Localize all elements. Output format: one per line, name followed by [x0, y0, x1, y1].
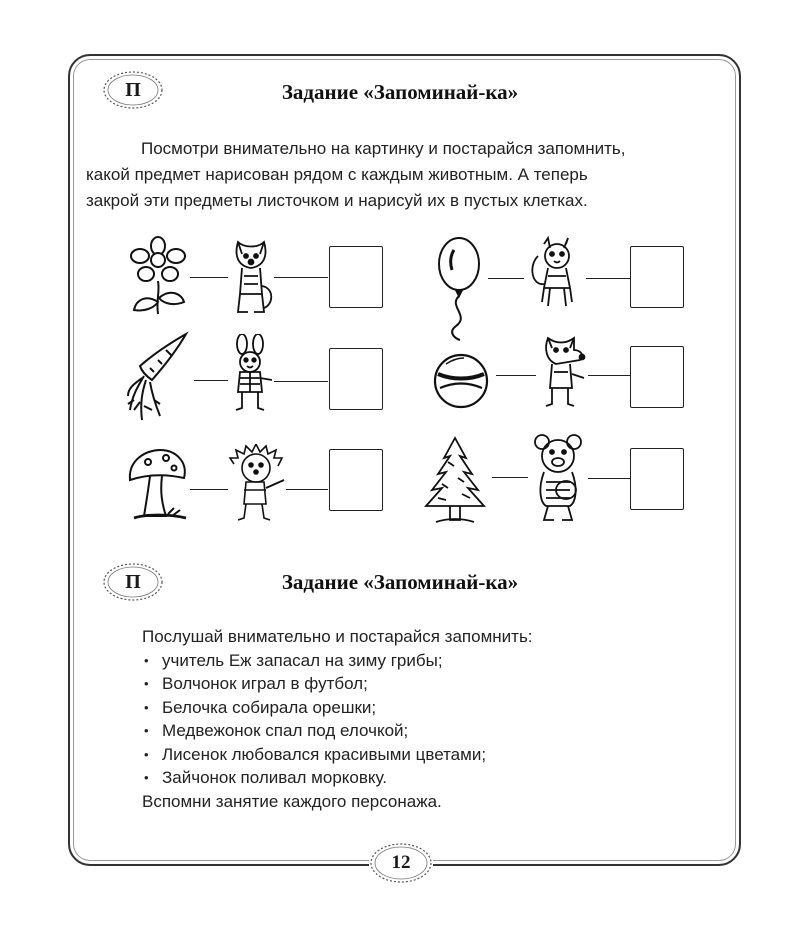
- activity-list: [142, 649, 702, 790]
- connector-line: [274, 381, 328, 382]
- list-item: • Зайчонок поливал морковку.: [142, 766, 702, 790]
- bear-cub-icon: [528, 432, 588, 524]
- connector-line: [274, 277, 328, 278]
- flower-icon: [126, 236, 190, 316]
- connector-line: [586, 278, 630, 279]
- instruction-line-2: какой предмет нарисован рядом с каждым животным. А теперь: [86, 165, 588, 184]
- page-number: [369, 842, 433, 884]
- connector-line: [190, 277, 228, 278]
- list-item: • Лисенок любовался красивыми цветами;: [142, 743, 702, 767]
- empty-drawing-cell[interactable]: [630, 448, 684, 510]
- section-title-2: Задание «Запоминай-ка»: [281, 570, 519, 594]
- ball-icon: [432, 352, 490, 410]
- connector-line: [286, 489, 328, 490]
- empty-drawing-cell[interactable]: [329, 348, 383, 410]
- listening-intro: Послушай внимательно и постарайся запомнить:: [142, 627, 533, 646]
- section-title-1: Задание «Запоминай-ка»: [281, 80, 519, 104]
- connector-line: [588, 478, 630, 479]
- empty-drawing-cell[interactable]: [329, 449, 383, 511]
- connector-line: [190, 489, 228, 490]
- squirrel-icon: [528, 236, 586, 310]
- connector-line: [194, 380, 228, 381]
- carrot-icon: [126, 330, 194, 426]
- instruction-line-3: закрой эти предметы листочком и нарисуй их в пустых клетках.: [86, 191, 588, 210]
- balloon-icon: [434, 236, 484, 342]
- connector-line: [588, 375, 630, 376]
- empty-drawing-cell[interactable]: [630, 246, 684, 308]
- fir-tree-icon: [418, 436, 492, 528]
- page-number-text: 12: [391, 852, 411, 873]
- empty-drawing-cell[interactable]: [630, 346, 684, 408]
- listening-task: [142, 625, 702, 813]
- connector-line: [496, 375, 536, 376]
- connector-line: [492, 477, 528, 478]
- badge-letter: П: [125, 78, 141, 101]
- instruction-text: [86, 136, 722, 214]
- fox-cub-icon: [228, 236, 274, 320]
- closing-instruction: Вспомни занятие каждого персонажа.: [142, 791, 442, 811]
- mushroom-icon: [126, 448, 190, 524]
- list-item: • Белочка собирала орешки;: [142, 696, 702, 720]
- instruction-line-1: Посмотри внимательно на картинку и постарайся запомнить,: [141, 139, 626, 158]
- connector-line: [488, 278, 524, 279]
- hedgehog-teacher-icon: [226, 444, 286, 524]
- bunny-icon: [228, 334, 274, 416]
- wolf-cub-icon: [536, 334, 588, 412]
- badge-letter: П: [125, 570, 141, 593]
- list-item: • Медвежонок спал под елочкой;: [142, 719, 702, 743]
- list-item: • Волчонок играл в футбол;: [142, 672, 702, 696]
- empty-drawing-cell[interactable]: [329, 246, 383, 308]
- list-item: • учитель Еж запасал на зиму грибы;: [142, 649, 702, 673]
